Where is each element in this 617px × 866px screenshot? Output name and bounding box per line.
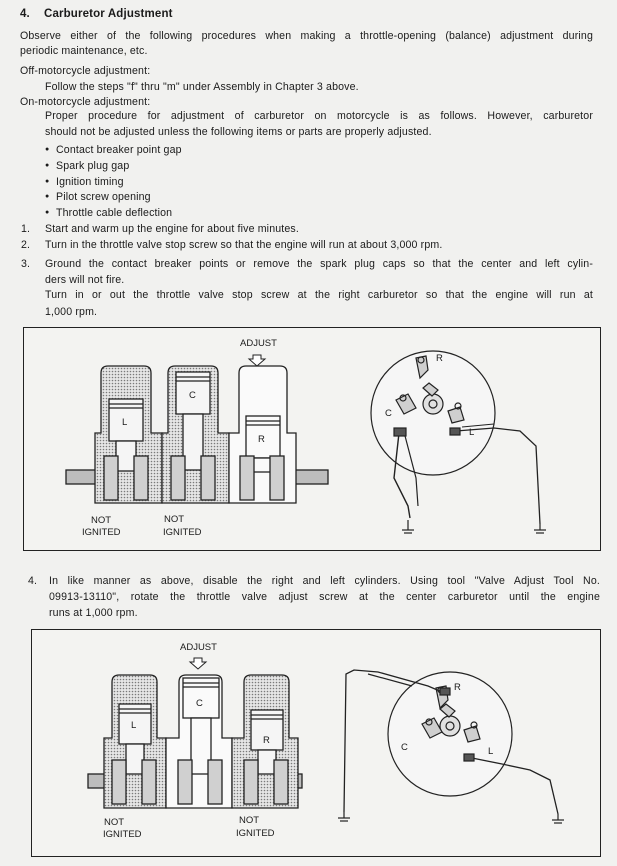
off-motorcycle-heading: Off-motorcycle adjustment:	[20, 65, 151, 77]
not-ignited-label-left: NOT	[104, 817, 125, 828]
not-ignited-label-left: IGNITED	[103, 829, 142, 840]
figure-1-drawing	[24, 328, 600, 550]
step-3-number: 3.	[21, 258, 31, 270]
on-motorcycle-heading: On-motorcycle adjustment:	[20, 96, 151, 108]
step-1-number: 1.	[21, 223, 31, 235]
cylinder-label-right: R	[263, 735, 270, 746]
off-motorcycle-text: Follow the steps "f" thru "m" under Assembly in Chapter 3 above.	[45, 81, 359, 93]
list-item: ● Throttle cable deflection	[56, 206, 172, 220]
list-item: ● Pilot screw opening	[56, 190, 151, 204]
not-ignited-label-center: NOT	[164, 514, 185, 525]
on-motorcycle-line-1: Proper procedure for adjustment of carburetor on motorcycle is as follows. However, carburetor	[45, 110, 593, 122]
contact-breaker-plate	[371, 351, 546, 533]
step-4-line-2: 09913-13110", rotate the throttle valve adjust screw at the center carburetor until the engine	[49, 591, 600, 603]
intro-line-2: periodic maintenance, etc.	[20, 45, 148, 57]
list-item: ● Ignition timing	[56, 175, 124, 189]
point-label-l: L	[488, 746, 494, 757]
point-label-r: R	[454, 682, 461, 693]
adjust-label: ADJUST	[180, 642, 217, 653]
adjust-arrow-icon	[190, 658, 206, 669]
cylinder-label-right: R	[258, 434, 265, 445]
not-ignited-label-right: NOT	[239, 815, 260, 826]
point-label-c: C	[385, 408, 392, 419]
list-item: ● Contact breaker point gap	[56, 143, 182, 157]
step-4-line-3: runs at 1,000 rpm.	[49, 607, 138, 619]
intro-line-1: Observe either of the following procedures when making a throttle-opening (balance) adjustment during	[20, 30, 593, 42]
engine-cross-section	[88, 675, 302, 808]
not-ignited-label-center: IGNITED	[163, 527, 202, 538]
point-label-c: C	[401, 742, 408, 753]
step-1-text: Start and warm up the engine for about five minutes.	[45, 223, 299, 235]
section-number: 4.	[20, 8, 30, 20]
figure-2-drawing	[32, 630, 600, 856]
not-ignited-label-left: NOT	[91, 515, 112, 526]
step-2-text: Turn in the throttle valve stop screw so that the engine will run at about 3,000 rpm.	[45, 239, 443, 251]
adjust-label: ADJUST	[240, 338, 277, 349]
on-motorcycle-line-2: should not be adjusted unless the following items or parts are properly adjusted.	[45, 126, 432, 138]
step-4-number: 4.	[28, 575, 38, 587]
contact-breaker-plate	[338, 670, 564, 823]
step-4-line-1: In like manner as above, disable the right and left cylinders. Using tool "Valve Adjust Tool No.	[49, 575, 600, 587]
list-item: ● Spark plug gap	[56, 159, 129, 173]
figure-2	[31, 629, 601, 857]
adjust-arrow-icon	[249, 355, 265, 366]
section-title: Carburetor Adjustment	[44, 8, 173, 20]
step-3-line-3: Turn in or out the throttle valve stop screw at the right carburetor so that the engine will run at	[45, 289, 593, 301]
engine-cross-section	[66, 366, 328, 503]
figure-1	[23, 327, 601, 551]
cylinder-label-center: C	[196, 698, 203, 709]
not-ignited-label-left: IGNITED	[82, 527, 121, 538]
point-label-r: R	[436, 353, 443, 364]
step-2-number: 2.	[21, 239, 31, 251]
step-3-line-4: 1,000 rpm.	[45, 306, 98, 318]
step-3-line-2: ders will not fire.	[45, 274, 125, 286]
cylinder-label-center: C	[189, 390, 196, 401]
cylinder-label-left: L	[122, 417, 128, 428]
not-ignited-label-right: IGNITED	[236, 828, 275, 839]
step-3-line-1: Ground the contact breaker points or remove the spark plug caps so that the center and left cylin-	[45, 258, 593, 270]
cylinder-label-left: L	[131, 720, 137, 731]
point-label-l: L	[469, 427, 475, 438]
